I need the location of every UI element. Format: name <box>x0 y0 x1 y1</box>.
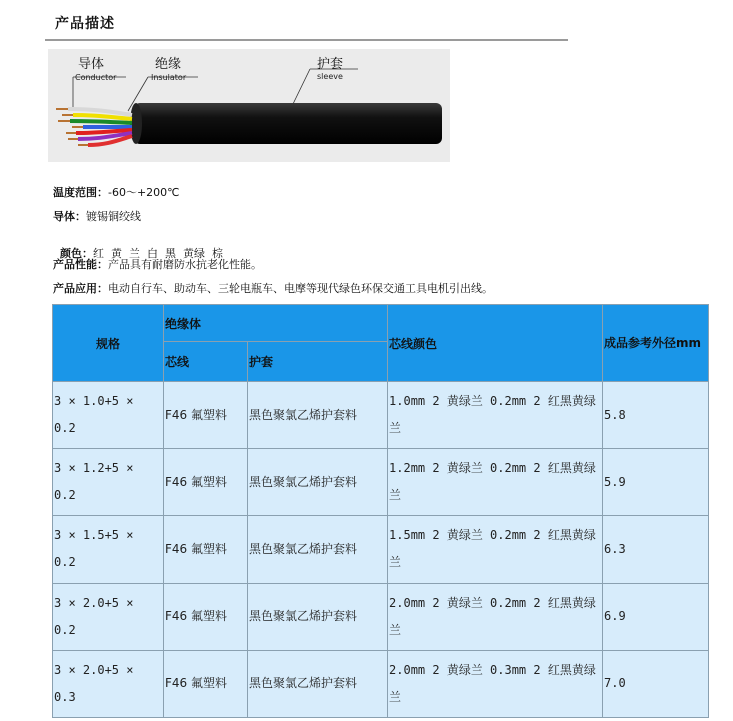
temperature-line <box>53 184 180 200</box>
conductor-label-en: Conductor <box>75 73 117 82</box>
sheath-cell: 黑色聚氯乙烯护套料 <box>248 650 388 717</box>
core-cell: F46 氟塑料 <box>164 449 248 516</box>
core-cell: F46 氟塑料 <box>164 382 248 449</box>
table-row <box>53 650 709 717</box>
cable-diagram <box>48 49 450 162</box>
spec-cell: 3 × 1.2+5 × 0.2 <box>53 449 164 516</box>
performance-value: 产品具有耐磨防水抗老化性能。 <box>108 258 262 271</box>
core-color-cell: 2.0mm 2 黄绿兰 0.2mm 2 红黑黄绿兰 <box>388 583 603 650</box>
core-color-cell: 2.0mm 2 黄绿兰 0.3mm 2 红黑黄绿兰 <box>388 650 603 717</box>
spec-cell: 3 × 2.0+5 × 0.2 <box>53 583 164 650</box>
conductor-label: 导体 <box>78 57 105 72</box>
table-row <box>53 449 709 516</box>
outer-diameter-cell: 7.0 <box>603 650 709 717</box>
sheath-cell: 黑色聚氯乙烯护套料 <box>248 449 388 516</box>
outer-diameter-cell: 6.9 <box>603 583 709 650</box>
core-cell: F46 氟塑料 <box>164 516 248 583</box>
title-divider <box>45 39 568 41</box>
header-core-color: 芯线颜色 <box>388 305 603 382</box>
temperature-value: -60～+200℃ <box>108 186 180 199</box>
sheath-cell: 黑色聚氯乙烯护套料 <box>248 382 388 449</box>
outer-diameter-cell: 5.9 <box>603 449 709 516</box>
core-color-cell: 1.5mm 2 黄绿兰 0.2mm 2 红黑黄绿兰 <box>388 516 603 583</box>
table-row <box>53 382 709 449</box>
core-cell: F46 氟塑料 <box>164 650 248 717</box>
conductor-line <box>53 208 141 224</box>
header-sheath: 护套 <box>248 342 388 382</box>
core-color-cell: 1.0mm 2 黄绿兰 0.2mm 2 红黑黄绿兰 <box>388 382 603 449</box>
sheath-cell: 黑色聚氯乙烯护套料 <box>248 516 388 583</box>
performance-line <box>53 256 262 272</box>
insulator-label-en: Insulator <box>151 73 187 82</box>
outer-diameter-cell: 6.3 <box>603 516 709 583</box>
application-value: 电动自行车、助动车、三轮电瓶车、电摩等现代绿色环保交通工具电机引出线。 <box>108 282 493 295</box>
spec-cell: 3 × 2.0+5 × 0.3 <box>53 650 164 717</box>
performance-label: 产品性能： <box>53 258 108 271</box>
insulator-label: 绝缘 <box>155 57 182 72</box>
table-row <box>53 583 709 650</box>
header-spec: 规格 <box>53 305 164 382</box>
core-color-cell: 1.2mm 2 黄绿兰 0.2mm 2 红黑黄绿兰 <box>388 449 603 516</box>
color-label: 颜色： <box>60 247 93 260</box>
application-label: 产品应用： <box>53 282 108 295</box>
sheath-cell: 黑色聚氯乙烯护套料 <box>248 583 388 650</box>
spec-table <box>52 304 709 718</box>
table-row <box>53 516 709 583</box>
cable-illustration <box>48 49 450 162</box>
core-cell: F46 氟塑料 <box>164 583 248 650</box>
application-line <box>53 280 493 296</box>
spec-cell: 3 × 1.0+5 × 0.2 <box>53 382 164 449</box>
section-title: 产品描述 <box>55 16 115 32</box>
sleeve-label-en: sleeve <box>317 72 343 81</box>
header-outer-diameter: 成品参考外径mm <box>603 305 709 382</box>
color-value: 红 黄 兰 白 黑 黄绿 棕 <box>93 247 223 260</box>
conductor-spec-value: 镀锡铜绞线 <box>86 210 141 223</box>
header-insulation: 绝缘体 <box>164 305 388 342</box>
header-core: 芯线 <box>164 342 248 382</box>
spec-cell: 3 × 1.5+5 × 0.2 <box>53 516 164 583</box>
conductor-spec-label: 导体： <box>53 210 86 223</box>
outer-diameter-cell: 5.8 <box>603 382 709 449</box>
sleeve-label: 护套 <box>317 57 344 72</box>
temperature-label: 温度范围： <box>53 186 108 199</box>
